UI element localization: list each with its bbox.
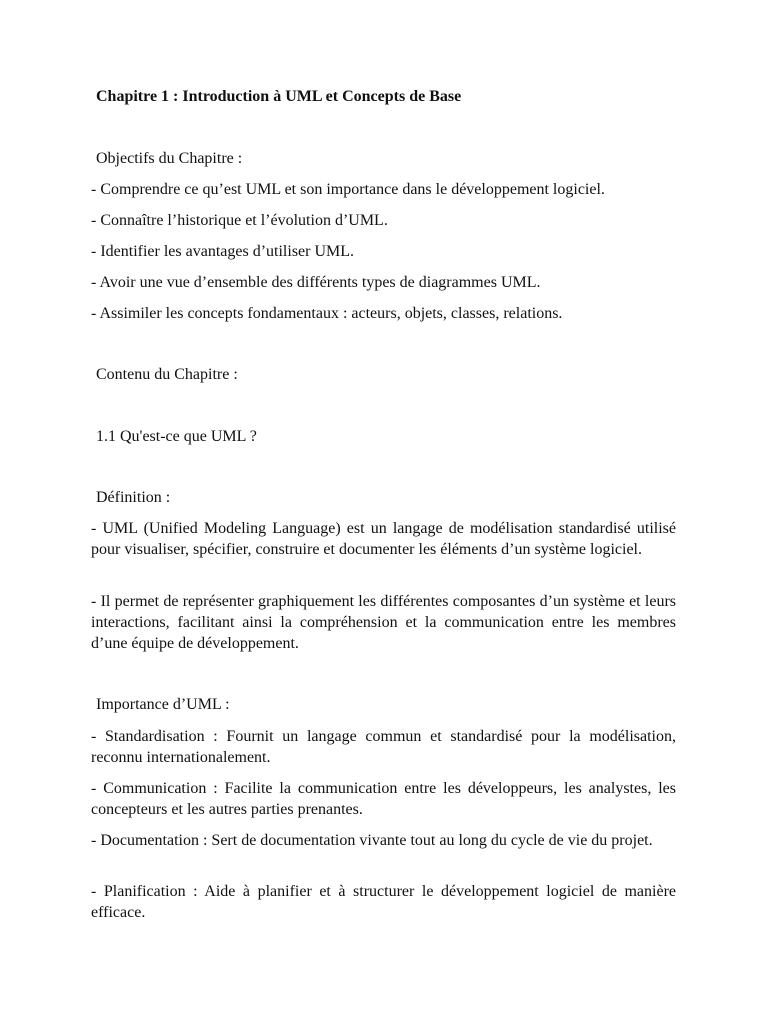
definition-heading: Définition : — [96, 489, 171, 506]
importance-heading: Importance d’UML : — [96, 696, 230, 713]
definition-paragraph: - Il permet de représenter graphiquement les différentes composantes d’un système et leurs interactions, facilitant ainsi la compréhension et la communication entre les membres d’une équipe de développement. — [91, 593, 676, 652]
definition-paragraph: - UML (Unified Modeling Language) est un langage de modélisation standardisé utilisé pour visualiser, spécifier, construire et documenter les éléments d’un système logiciel. — [91, 520, 676, 558]
objective-item: - Comprendre ce qu’est UML et son importance dans le développement logiciel. — [91, 181, 605, 198]
objective-item: - Connaître l’historique et l’évolution d’UML. — [91, 212, 388, 229]
importance-paragraph: - Documentation : Sert de documentation vivante tout au long du cycle de vie du projet. — [91, 832, 653, 849]
chapter-title: Chapitre 1 : Introduction à UML et Concepts de Base — [96, 88, 462, 105]
content-heading: Contenu du Chapitre : — [96, 366, 238, 383]
importance-paragraph: - Standardisation : Fournit un langage commun et standardisé pour la modélisation, reconnu internationalement. — [91, 728, 676, 766]
objective-item: - Identifier les avantages d’utiliser UML. — [91, 243, 355, 260]
objective-item: - Avoir une vue d’ensemble des différents types de diagrammes UML. — [91, 274, 541, 291]
importance-paragraph: - Communication : Facilite la communication entre les développeurs, les analystes, les concepteurs et les autres parties prenantes. — [91, 780, 676, 818]
objectives-heading: Objectifs du Chapitre : — [96, 150, 243, 167]
section-heading: 1.1 Qu'est-ce que UML ? — [96, 428, 257, 445]
objective-item: - Assimiler les concepts fondamentaux : acteurs, objets, classes, relations. — [91, 305, 563, 322]
importance-paragraph: - Planification : Aide à planifier et à structurer le développement logiciel de manière efficace. — [91, 883, 676, 921]
